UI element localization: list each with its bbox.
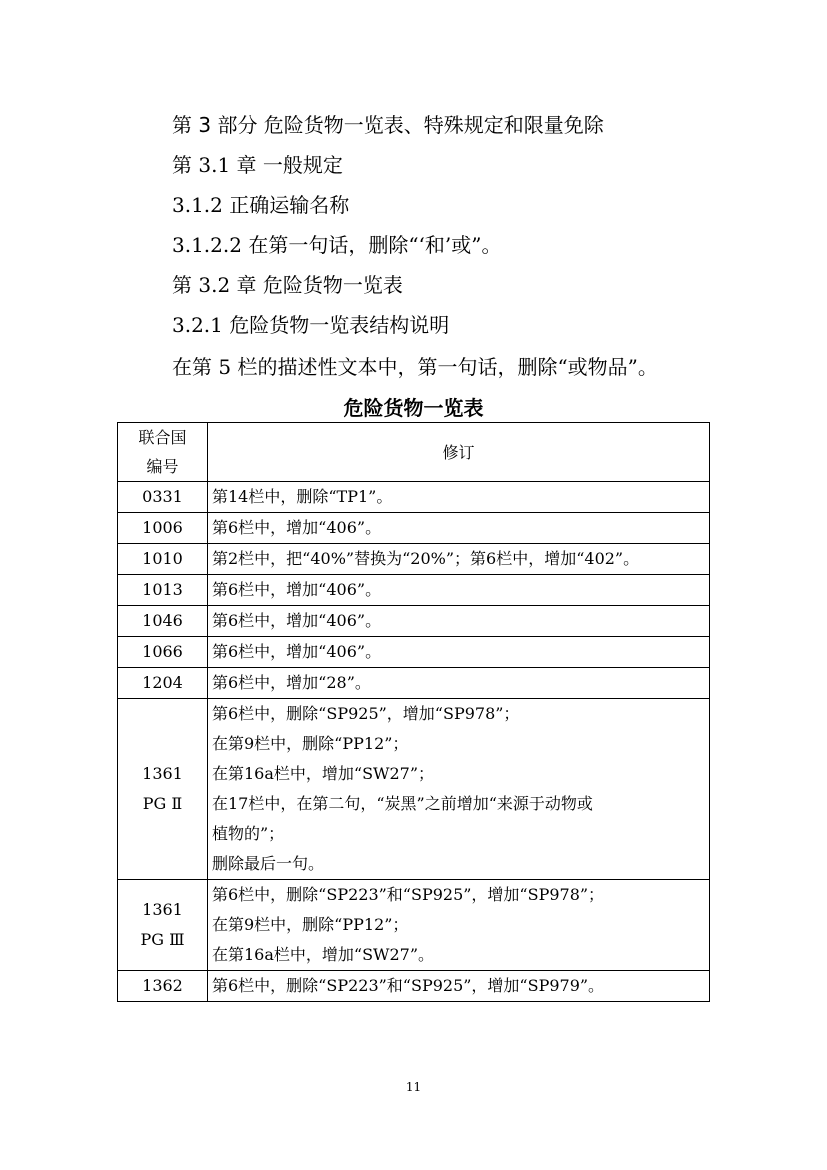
revision-cell [208, 699, 710, 880]
revision-cell [208, 971, 710, 1002]
revision-cell [208, 513, 710, 544]
un-number-cell [118, 880, 208, 971]
un-number-cell [118, 575, 208, 606]
revision-cell [208, 880, 710, 971]
revision-line: 第6栏中，删除“SP925”，增加“SP978”； [212, 704, 520, 723]
table-row [118, 606, 710, 637]
un-number-cell [118, 668, 208, 699]
revision-cell [208, 575, 710, 606]
revision-line: 在第16a栏中，增加“SW27”； [212, 764, 435, 783]
table-row [118, 482, 710, 513]
header-revision: 修订 [208, 423, 710, 482]
revision-line: 删除最后一句。 [212, 854, 325, 873]
revision-line: 第6栏中，增加“406”。 [212, 611, 382, 630]
paragraph-3-1-2-2: 3.1.2.2 在第一句话，删除“‘和’或”。 [172, 233, 502, 257]
section-heading-3-1-2: 3.1.2 正确运输名称 [172, 193, 350, 217]
revision-cell [208, 482, 710, 513]
revision-line: 第6栏中，增加“406”。 [212, 642, 382, 661]
header-un-line-2: 编号 [146, 457, 179, 476]
un-number-text: 1204 [142, 673, 183, 692]
section-heading-3-2-1: 3.2.1 危险货物一览表结构说明 [172, 313, 450, 337]
chapter-heading-3-1: 第 3.1 章 一般规定 [172, 153, 343, 177]
un-number-cell [118, 606, 208, 637]
un-number-text: 1006 [142, 518, 183, 537]
amendments-table [117, 422, 710, 1002]
un-number-cell [118, 482, 208, 513]
table-header-row [118, 423, 710, 482]
un-number-text: 1013 [142, 580, 183, 599]
un-number-text: 0331 [142, 487, 183, 506]
un-number-cell [118, 513, 208, 544]
part-heading: 第 3 部分 危险货物一览表、特殊规定和限量免除 [172, 113, 604, 137]
un-number-text: PG Ⅲ [140, 930, 185, 949]
un-number-cell [118, 544, 208, 575]
revision-cell [208, 668, 710, 699]
un-number-cell [118, 637, 208, 668]
revision-line: 第6栏中，删除“SP223”和“SP925”，增加“SP978”； [212, 885, 605, 904]
chapter-heading-3-2: 第 3.2 章 危险货物一览表 [172, 273, 403, 297]
header-un-number [118, 423, 208, 482]
un-number-text: PG Ⅱ [142, 794, 183, 813]
table-title: 危险货物一览表 [343, 396, 484, 420]
un-number-text: 1361 [142, 900, 183, 919]
paragraph-column-5: 在第 5 栏的描述性文本中，第一句话，删除“或物品”。 [172, 355, 658, 379]
revision-line: 第6栏中，增加“406”。 [212, 518, 382, 537]
table-row [118, 971, 710, 1002]
table-row [118, 699, 710, 880]
revision-line: 在17栏中，在第二句，“炭黑”之前增加“来源于动物或 [212, 794, 593, 813]
page-number: 11 [405, 1080, 422, 1094]
revision-line: 第6栏中，删除“SP223”和“SP925”，增加“SP979”。 [212, 976, 605, 995]
revision-cell [208, 637, 710, 668]
table-row [118, 513, 710, 544]
table-row [118, 637, 710, 668]
revision-line: 第14栏中，删除“TP1”。 [212, 487, 393, 506]
revision-line: 第2栏中，把“40%”替换为“20%”；第6栏中，增加“402”。 [212, 549, 640, 568]
header-un-line-1: 联合国 [138, 428, 187, 447]
revision-line: 在第9栏中，删除“PP12”； [212, 734, 409, 753]
revision-line: 在第16a栏中，增加“SW27”。 [212, 945, 435, 964]
revision-line: 在第9栏中，删除“PP12”； [212, 915, 409, 934]
un-number-text: 1046 [142, 611, 183, 630]
revision-line: 第6栏中，增加“28”。 [212, 673, 371, 692]
table-row [118, 880, 710, 971]
un-number-text: 1362 [142, 976, 183, 995]
table-row [118, 575, 710, 606]
un-number-text: 1066 [142, 642, 183, 661]
revision-line: 第6栏中，增加“406”。 [212, 580, 382, 599]
un-number-cell [118, 971, 208, 1002]
un-number-cell [118, 699, 208, 880]
un-number-text: 1010 [142, 549, 183, 568]
un-number-text: 1361 [142, 764, 183, 783]
table-row [118, 544, 710, 575]
table-row [118, 668, 710, 699]
revision-line: 植物的”； [212, 824, 285, 843]
revision-cell [208, 606, 710, 637]
revision-cell [208, 544, 710, 575]
